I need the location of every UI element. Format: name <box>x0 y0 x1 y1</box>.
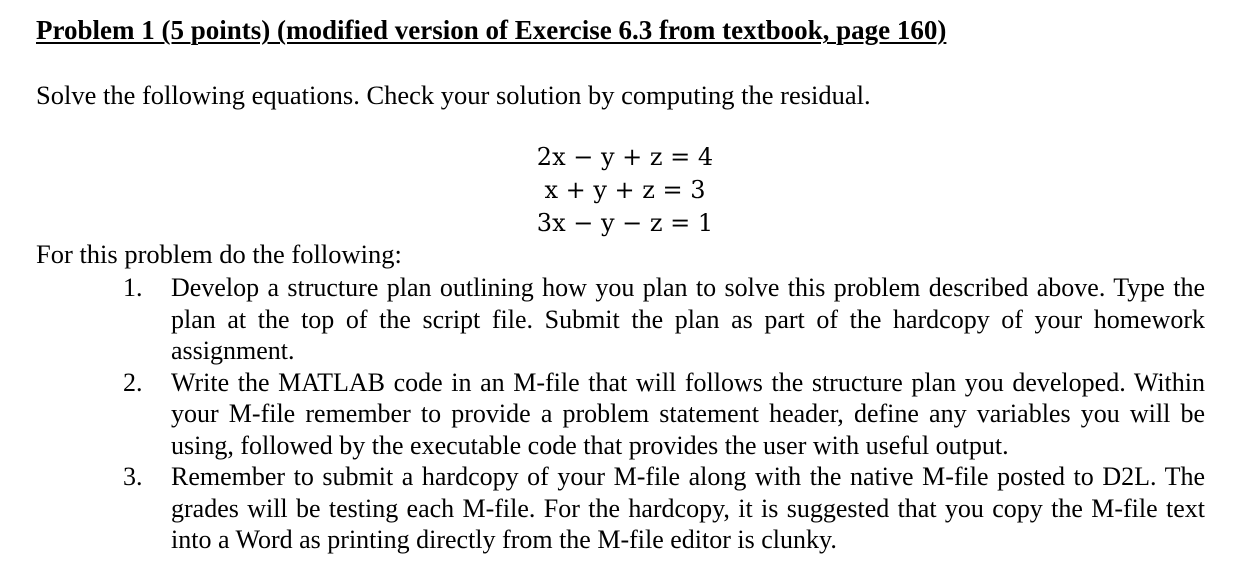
problem-statement: Solve the following equations. Check your solution by computing the residual. <box>36 80 871 110</box>
instructions-heading: For this problem do the following: <box>36 239 402 269</box>
equation-2: x + y + z = 3 <box>544 176 706 204</box>
equation-3: 3x − y − z = 1 <box>536 209 714 237</box>
problem-title: Problem 1 (5 points) (modified version of Exercise 6.3 from textbook, page 160) <box>36 15 947 45</box>
instruction-list <box>123 272 1205 556</box>
step-number: 1. <box>123 273 143 302</box>
step-number: 3. <box>123 462 143 491</box>
equation-system <box>0 141 1248 240</box>
list-item <box>123 272 1205 367</box>
list-item <box>123 461 1205 556</box>
list-item <box>123 367 1205 462</box>
step-text: Write the MATLAB code in an M-file that will follows the structure plan you developed. Within your M-file remember to provide a problem statement header, define any variables you will be using, followed by the executable code that provides the user with useful output. <box>171 367 1205 460</box>
step-text: Remember to submit a hardcopy of your M-file along with the native M-file posted to D2L. The grades will be testing each M-file. For the hardcopy, it is suggested that you copy the M-file text into a Word as printing directly from the M-file editor is clunky. <box>171 462 1205 554</box>
equation-1: 2x − y + z = 4 <box>536 143 714 171</box>
step-text: Develop a structure plan outlining how you plan to solve this problem described above. Type the plan at the top of the script file. Submit the plan as part of the hardcopy of your homework assignment. <box>171 273 1205 365</box>
step-number: 2. <box>123 367 143 397</box>
